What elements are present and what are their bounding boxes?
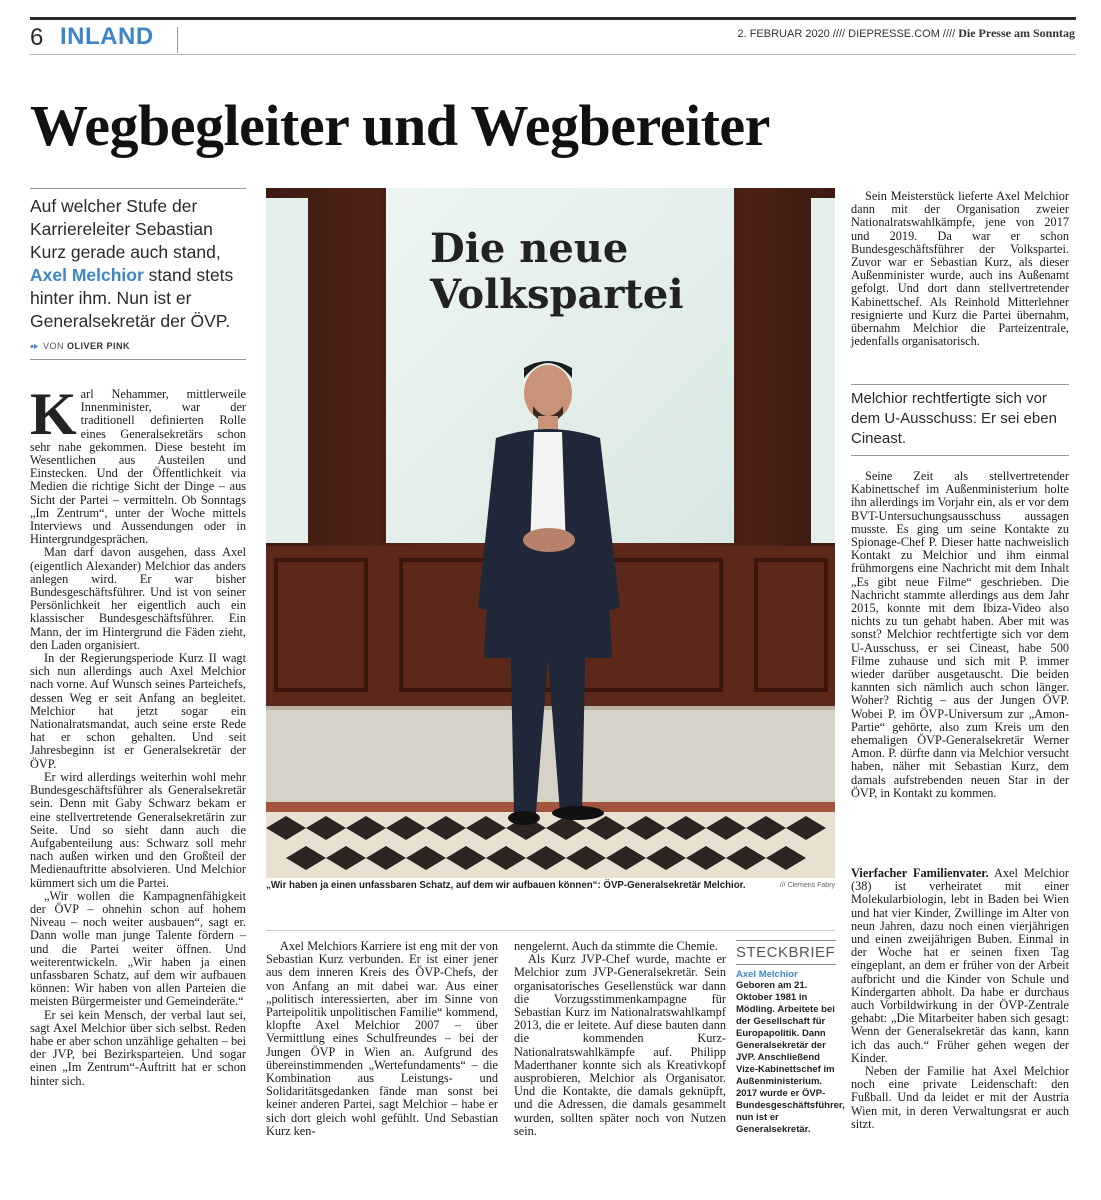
fact-box [736,940,845,1136]
section-label: INLAND [60,23,154,50]
paragraph: nengelernt. Auch da stimmte die Chemie. [514,939,718,953]
article-column-3 [514,940,726,1138]
caption-rule [266,930,835,931]
lead-rule-top [30,188,246,189]
section-divider [177,27,178,53]
photo-credit: /// Clemens Fabry [779,882,835,889]
paragraph: Vierfacher Familienvater. Axel Melchior (38) ist verheiratet mit einer Molekularbiologin, lebt in Baden bei Wien und hat vier Kinder, Zwillinge im Alter von neun Jahren, dazu noch einen vierjährigen und einen zweijährigen Buben. Einmal in der Woche hat er seinen fixen Tag eingeplant, an dem er früher von der Arbeit aufbricht und die Kinder von Schule und Kindergarten abholt. Da habe er durchaus auch Vorbildwirkung in der ÖVP-Zentrale gehabt: „Die Mitarbeiter haben sich gesagt: Wenn der Generalsekretär das kann, kann ich das auch.“ Früher gehen wegen der Kinder. [851,866,1069,1065]
author-arrow-icon [30,343,40,350]
paragraph: Er wird allerdings weiterhin wohl mehr Bundesgeschäftsführer als Generalsekretär sein. Denn mit Gaby Schwarz bekam er eine stellvertretende Generalsekretärin zur Seite. Und so sieht dann auch die Aufgabenteilung aus: Schwarz soll mehr nach außen wirken und den Großteil der Medienauftritte absolvieren. Und Melchior kümmert sich um die Partei. [30,769,246,890]
paragraph: Karl Nehammer, mittlerweile Innenminister, war der traditionell definierten Rolle eines Generalsekretärs schon sehr nahe gekommen. Diese besteht im Wesentlichen aus Austeilen und Einstecken. Und der Öffentlichkeit via Medien die richtige Sicht der Dinge – aus Sicht der Partei – vermitteln. Ob Sonntags „Im Zentrum“, unter der Woche mittels Interviews und Aussendungen oder in Hintergrundgesprächen. [30,381,246,547]
article-photo [266,188,835,878]
article-column-4-continued [851,470,1069,800]
article-column-2 [266,940,498,1138]
pull-quote [851,384,1069,456]
paragraph: Sein Meisterstück lieferte Axel Melchior dann mit der Organisation zweier Nationalratswahlkämpfe, jene von 2017 und 2019. Da war er schon Bundesgeschäftsführer der Volkspartei. Zuvor war er Sebastian Kurz, als dieser Außenminister wurde, auch ins Außenamt gefolgt. Und dort dann stellvertretender Kabinettschef. Als Reinhold Mitterlehner resignierte und Kurz die Partei übernahm, übernahm Melchior die Parteizentrale, jedenfalls organisatorisch. [851,189,1069,349]
lead-text: Auf welcher Stufe der Karriereleiter Sebastian Kurz gerade auch stand, Axel Melchior stand stets hinter ihm. Nun ist er Generalsekretär der ÖVP. [30,196,234,331]
header-meta [737,26,1075,41]
paragraph: In der Regierungsperiode Kurz II wagt sich nun allerdings auch Axel Melchior nach vorne. Auf Wunsch seines Parteichefs, dessen Weg er seit Anfang an begleitet. Melchior hat jetzt sogar ein Nationalratsmandat, auch seine erste Rede hat er schon gehalten. Und seit Jahresbeginn ist er Generalsekretär der ÖVP. [30,651,246,771]
photo-sign: Die neue Volkspartei [430,225,684,318]
headline: Wegbegleiter und Wegbereiter [30,93,770,158]
paragraph: Axel Melchiors Karriere ist eng mit der von Sebastian Kurz verbunden. Er ist einer jener aus dem inneren Kreis des ÖVP-Chefs, der von Anfang an mit dabei war. Aus einer „politisch interessierten, aber im Sinne von Parteipolitik unpolitischen Familie“ kommend, klopfte Axel Melchior 2007 – über Vermittlung eines Schulfreundes – bei der Jungen ÖVP in Wien an. Aufgrund des übereinstimmenden „Wertefundaments“ – die Kombination aus Leistungs- und Solidaritätsgedanken fände man sonst bei keiner anderen Partei, sagt Melchior – habe er sich dort gleich wohl gefühlt. Und Sebastian Kurz ken- [266,939,498,1138]
lead-name: Axel Melchior [30,265,144,285]
newspaper-brand: Die Presse am Sonntag [958,26,1075,40]
fact-box-title: STECKBRIEF [736,940,836,965]
paragraph: „Wir wollen die Kampagnenfähigkeit der ÖVP – ohnehin schon auf hohem Niveau – noch weiter ausbauen“, sagt er. Dann wolle man junge Talente fördern – und die Partei weiter öffnen. Und weiterentwickeln. „Wir haben ja einen unfassbaren Schatz, auf dem wir aufbauen können: Wir haben von allen Parteien die meisten Bürgermeister und Gemeinderäte.“ [30,888,246,1009]
issue-date: 2. FEBRUAR 2020 [737,28,830,40]
separator: //// [832,28,846,40]
fact-box-body: Geboren am 21. Oktober 1981 in Mödling. Arbeitete bei der Gesellschaft für Europapolitik. Dann Generalsekretär der JVP. Anschließend Vize-Kabinettschef im Außenministerium. 2017 wurde er ÖVP-Bundesgeschäftsführer, nun ist er Generalsekretär. [736,980,845,1135]
header-rule [30,54,1076,55]
paragraph: Als Kurz JVP-Chef wurde, machte er Melchior zum JVP-Generalsekretär. Sein organisatorisches Gesellenstück war dann die Vorzugsstimmenkampagne für Sebastian Kurz im Nationalratswahlkampf 2013, die er leitete. Auf diese bauten dann die kommenden Kurz-Nationalratswahlkämpfe auf. Philipp Maderthaner konnte sich als Kreativkopf ausprobieren, Melchior als Organisator. Und die Kontakte, die damals geknüpft, und die Adressen, die damals gesammelt wurden, sollten später noch von Nutzen sein. [514,952,726,1138]
separator: //// [942,28,956,40]
lead-rule-bottom [30,359,246,360]
article-column-1 [30,381,246,1088]
paragraph: Er sei kein Mensch, der verbal laut sei, sagt Axel Melchior über sich selbst. Reden habe er aber schon unzählige gehalten – bei der JVP, bei Bezirksparteien. Und sogar einen „Im Zentrum“-Auftritt hat er schon hinter sich. [30,1007,246,1088]
photo-caption: „Wir haben ja einen unfassbaren Schatz, auf dem wir aufbauen können“: ÖVP-Generalsekretär Melchior. [266,880,746,891]
site-url: DIEPRESSE.COM [848,28,940,40]
paragraph: Neben der Familie hat Axel Melchior noch eine private Leidenschaft: den Fußball. Und da leidet er mit der Austria Wien mit, in deren Verwaltungsrat er auch sitzt. [851,1064,1069,1131]
article-column-4-end [851,867,1069,1131]
fact-box-name: Axel Melchior [736,969,798,980]
paragraph: Seine Zeit als stellvertretender Kabinettschef im Außenministerium holte ihn allerdings im Vorjahr ein, als er vor dem BVT-Untersuchungsausschuss aussagen musste. Es ging um seine Kontakte zu Spionage-Chef P. Dieser hatte nachweislich Kontakt zu Melchior und ihm einmal frühmorgens eine Nachricht mit dem Inhalt „Es gibt neue Filme“ geschrieben. Die Nachricht stammte allerdings aus dem Jahr 2015, konnte mit dem Ibiza-Video also nichts zu tun gehabt haben. Aber mit was sonst? Melchior rechtfertigte sich vor dem U-Ausschuss, er sei Cineast, habe 500 Filme zuhause und sich mit P. immer wieder darüber ausgetauscht. Die beiden kannten sich nämlich auch schon länger. Woher? Richtig – aus der Jungen ÖVP. Wobei P. im ÖVP-Universum zur „Amon-Partie“ gehörte, also zum Kreis um den ehemaligen ÖVP-Generalsekretär Werner Amon. P. dürfte dann via Melchior versucht haben, näher mit Sebastian Kurz, dem damals aufstrebenden neuen Star in der ÖVP, in Kontakt zu kommen. [851,469,1069,800]
lead-box [30,188,246,360]
author-name: OLIVER PINK [67,341,131,351]
top-rule [30,17,1076,20]
pull-quote-text: Melchior rechtfertigte sich vor dem U-Ausschuss: Er sei eben Cineast. [851,390,1057,447]
drop-cap: K [30,381,77,447]
subhead: Vierfacher Familienvater. [851,866,989,880]
paragraph: Man darf davon ausgehen, dass Axel (eigentlich Alexander) Melchior das anders anlegen wird. Er war bisher Bundesgeschäftsführer. Und ist von seiner Persönlichkeit her eigentlich auch ein klassischer Bundesgeschäftsführer. Ein Mann, der im Hintergrund die Fäden zieht, den Laden organisiert. [30,545,246,652]
article-column-4 [851,190,1069,348]
page-number: 6 [30,24,44,51]
byline: VON OLIVER PINK [30,341,246,351]
